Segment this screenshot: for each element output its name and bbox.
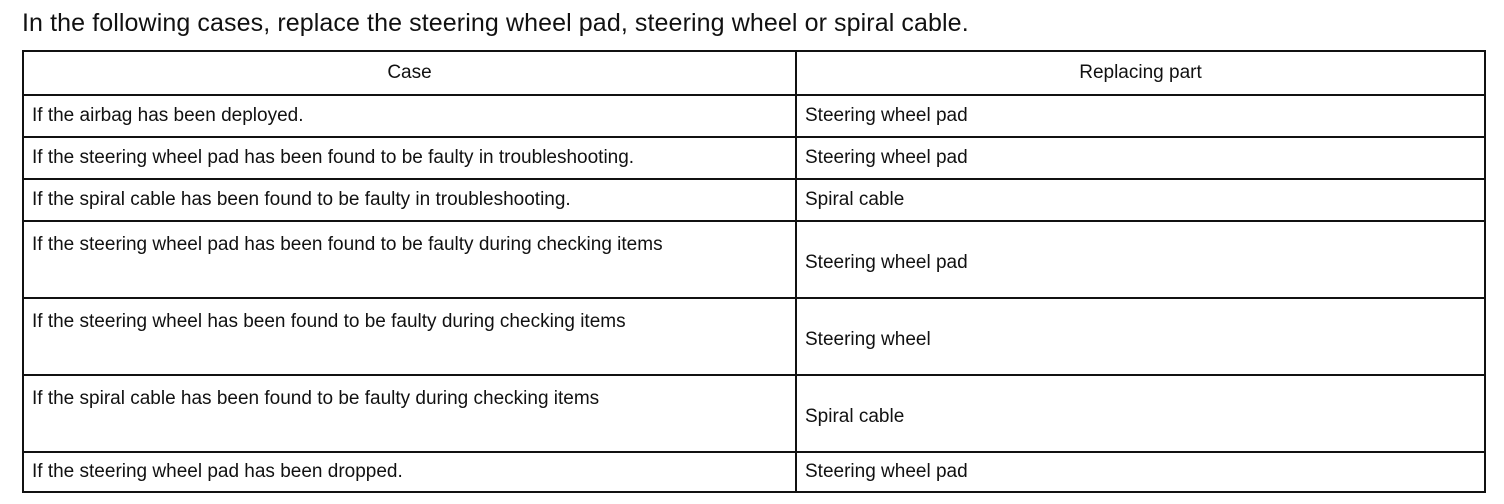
table-row [23,95,1485,137]
case-cell: If the steering wheel pad has been found to be faulty during checking items [23,221,796,298]
replacing-part-cell: Steering wheel pad [796,452,1485,492]
column-header-replacing-part: Replacing part [796,51,1485,95]
table-row [23,375,1485,452]
case-cell: If the steering wheel pad has been dropped. [23,452,796,492]
replacing-part-cell: Steering wheel pad [796,137,1485,179]
replacing-part-cell: Spiral cable [796,179,1485,221]
page-heading: In the following cases, replace the steering wheel pad, steering wheel or spiral cable. [22,9,969,37]
case-cell: If the spiral cable has been found to be faulty during checking items [23,375,796,452]
replacing-part-cell: Steering wheel pad [796,95,1485,137]
table-header-row [23,51,1485,95]
table-row [23,179,1485,221]
replacing-part-cell: Spiral cable [796,375,1485,452]
table-row [23,137,1485,179]
case-cell: If the steering wheel has been found to be faulty during checking items [23,298,796,375]
case-cell: If the steering wheel pad has been found to be faulty in troubleshooting. [23,137,796,179]
replacement-table [22,50,1486,493]
case-cell: If the airbag has been deployed. [23,95,796,137]
column-header-case: Case [23,51,796,95]
table-row [23,298,1485,375]
table-row [23,221,1485,298]
case-cell: If the spiral cable has been found to be faulty in troubleshooting. [23,179,796,221]
replacing-part-cell: Steering wheel [796,298,1485,375]
replacing-part-cell: Steering wheel pad [796,221,1485,298]
table-row [23,452,1485,492]
